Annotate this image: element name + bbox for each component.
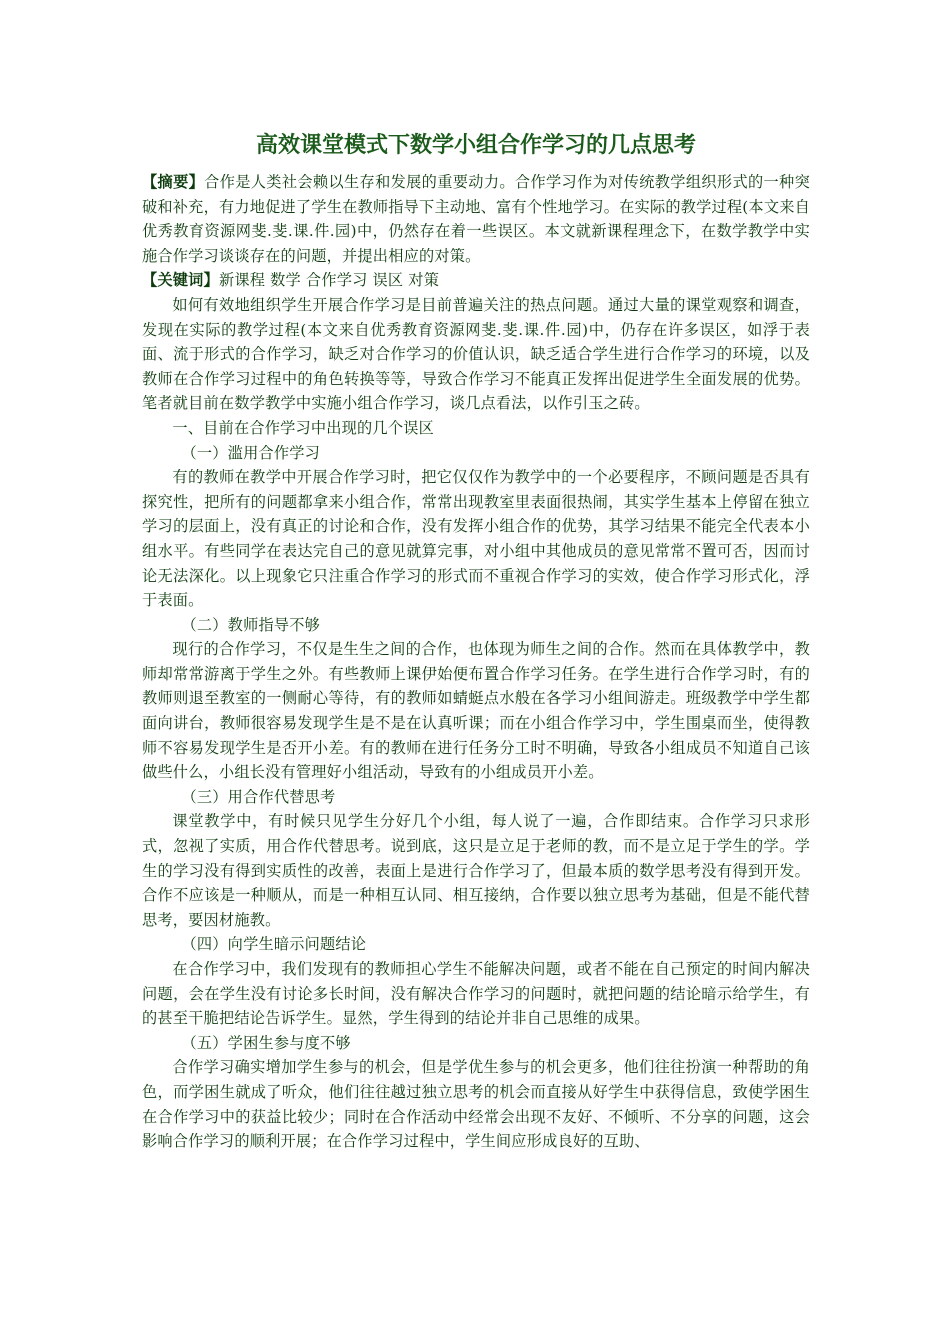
abstract-text: 合作是人类社会赖以生存和发展的重要动力。合作学习作为对传统教学组织形式的一种突破和补充，有力地促进了学生在教师指导下主动地、富有个性地学习。在实际的教学过程(本文来自优秀教育资源网斐.斐.课.件.园)中，仍然存在着一些误区。本文就新课程理念下，在数学教学中实施合作学习谈谈存在的问题，并提出相应的对策。 [142, 173, 810, 265]
body-paragraph-1: 有的教师在教学中开展合作学习时，把它仅仅作为教学中的一个必要程序，不顾问题是否具有探究性，把所有的问题都拿来小组合作，常常出现教室里表面很热闹，其实学生基本上停留在独立学习的层面上，没有真正的讨论和合作，没有发挥小组合作的优势，其学习结果不能完全代表本小组水平。有些同学在表达完自己的意见就算完事，对小组中其他成员的意见常常不置可否，因而讨论无法深化。以上现象它只注重合作学习的形式而不重视合作学习的实效，使合作学习形式化，浮于表面。 [142, 468, 810, 610]
body-paragraph-2: 现行的合作学习，不仅是生生之间的合作，也体现为师生之间的合作。然而在具体教学中，教师却常常游离于学生之外。有些教师上课伊始便布置合作学习任务。在学生进行合作学习时，有的教师则退至教室的一侧耐心等待，有的教师如蜻蜓点水般在各学习小组间游走。班级教学中学生都面向讲台，教师很容易发现学生是不是在认真听课；而在小组合作学习中，学生围桌而坐，使得教师不容易发现学生是否开小差。有的教师在进行任务分工时不明确，导致各小组成员不知道自己该做些什么，小组长没有管理好小组活动，导致有的小组成员开小差。 [142, 640, 810, 782]
abstract-paragraph [142, 170, 810, 268]
keywords-paragraph [142, 268, 810, 293]
body-paragraph-5: 合作学习确实增加学生参与的机会，但是学优生参与的机会更多，他们往往扮演一种帮助的角色，而学困生就成了听众，他们往往越过独立思考的机会而直接从好学生中获得信息，致使学困生在合作学习中的获益比较少；同时在合作活动中经常会出现不友好、不倾听、不分享的问题，这会影响合作学习的顺利开展；在合作学习过程中，学生间应形成良好的互助、 [142, 1058, 810, 1151]
document-title: 高效课堂模式下数学小组合作学习的几点思考 [255, 132, 696, 158]
body-paragraph-3: 课堂教学中，有时候只见学生分好几个小组，每人说了一遍，合作即结束。合作学习只求形式，忽视了实质，用合作代替思考。说到底，这只是立足于老师的教，而不是立足于学生的学。学生的学习没有得到实质性的改善，表面上是进行合作学习了，但最本质的数学思考没有得到开发。合作不应该是一种顺从，而是一种相互认同、相互接纳，合作要以独立思考为基础，但是不能代替思考，要因材施教。 [142, 812, 810, 929]
subheading-3: （三）用合作代替思考 [181, 787, 336, 806]
section-heading-1: 一、目前在合作学习中出现的几个误区 [172, 418, 434, 437]
subheading-5: （五）学困生参与度不够 [181, 1033, 351, 1052]
keywords-text: 新课程 数学 合作学习 误区 对策 [218, 271, 440, 290]
intro-paragraph: 如何有效地组织学生开展合作学习是目前普遍关注的热点问题。通过大量的课堂观察和调查，发现在实际的教学过程(本文来自优秀教育资源网斐.斐.课.件.园)中，仍存在许多误区，如浮于表面、流于形式的合作学习，缺乏对合作学习的价值认识，缺乏适合学生进行合作学习的环境，以及教师在合作学习过程中的角色转换等等，导致合作学习不能真正发挥出促进学生全面发展的优势。笔者就目前在数学教学中实施小组合作学习，谈几点看法，以作引玉之砖。 [142, 295, 810, 413]
subheading-2: （二）教师指导不够 [181, 615, 321, 634]
body-paragraph-4: 在合作学习中，我们发现有的教师担心学生不能解决问题，或者不能在自己预定的时间内解决问题，会在学生没有讨论多长时间，没有解决合作学习的问题时，就把问题的结论暗示给学生，有的甚至干脆把结论告诉学生。显然，学生得到的结论并非自己思维的成果。 [142, 960, 810, 1028]
abstract-label: 【摘要】 [142, 173, 205, 191]
subheading-4: （四）向学生暗示问题结论 [181, 935, 367, 954]
keywords-label: 【关键词】 [142, 271, 219, 290]
subheading-1: （一）滥用合作学习 [181, 443, 321, 462]
